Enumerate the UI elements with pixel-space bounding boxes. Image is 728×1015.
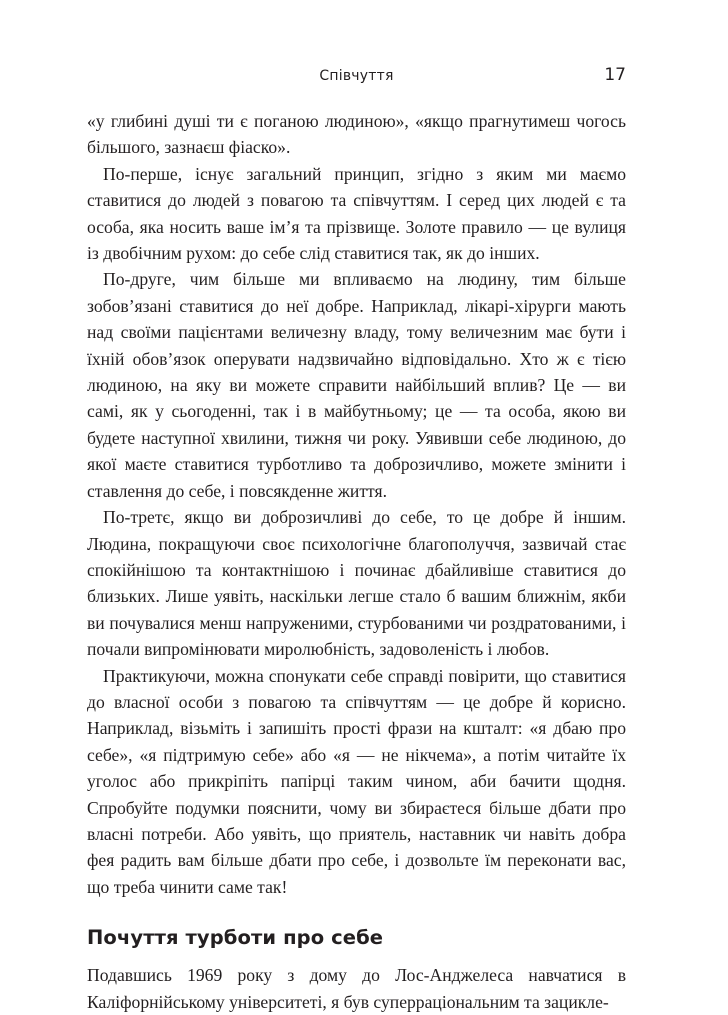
section-paragraph: Подавшись 1969 року з дому до Лос-Анджелеса навчатися в Каліфорнійському університеті, я був суперраціональним та зацикле- <box>87 965 626 1012</box>
paragraph-practice: Практикуючи, можна спонукати себе справді повірити, що ставитися до власної особи з повагою та співчуттям — це добре й корисно. Наприклад, візьміть і запишіть прості фрази на кшталт: «я дбаю про себе», «я підтримую себе» або «я — не нікчема», а потім читайте їх уголос або прикріпіть папірці таким чином, аби бачити щодня. Спробуйте подумки пояснити, чому ви збираєтеся більше дбати про власні потреби. Або уявіть, що приятель, наставник чи навіть добра фея радить вам більше дбати про себе, і дозвольте їм переконати вас, що треба чинити саме так! <box>87 665 626 897</box>
section-heading: Почуття турботи про себе <box>87 926 384 950</box>
paragraph-third-principle: По-третє, якщо ви доброзичливі до себе, то це добре й іншим. Людина, покращуючи своє психологічне благополуччя, зазвичай стає спокійнішою та контактнішою і починає дбайливіше ставитися до близьких. Лише уявіть, наскільки легше стало б вашим ближнім, якби ви почувалися менш напруженими, стурбованими чи роздратованими, і почали випромінювати миролюбність, задоволеність і любов. <box>87 507 626 660</box>
body-text <box>87 108 626 1015</box>
paragraph-second-principle: По-друге, чим більше ми впливаємо на людину, тим більше зобов’язані ставитися до неї добре. Наприклад, лікарі-хірурги мають над своїми пацієнтами величезну владу, тому величезним має бути і їхній обов’язок оперувати надзвичайно відповідально. Хто ж є тією людиною, на яку ви можете справити найбільший вплив? Це — ви самі, як у сьогоденні, так і в майбутньому; це — та особа, якою ви будете наступної хвилини, тижня чи року. Уявивши себе людиною, до якої маєте ставитися турботливо та доброзичливо, можете змінити і ставлення до себе, і повсякденне життя. <box>87 269 626 501</box>
page-number: 17 <box>604 65 626 85</box>
paragraph-continuation: «у глибині душі ти є поганою людиною», «якщо прагнутимеш чогось більшого, зазнаєш фіаско». <box>87 111 626 158</box>
running-title: Співчуття <box>319 68 394 84</box>
paragraph-first-principle: По-перше, існує загальний принцип, згідно з яким ми маємо ставитися до людей з повагою та співчуттям. І серед цих людей є та особа, яка носить ваше ім’я та прізвище. Золоте правило — це вулиця із двобічним рухом: до себе слід ставитися так, як до інших. <box>87 163 626 264</box>
running-head <box>87 64 626 88</box>
